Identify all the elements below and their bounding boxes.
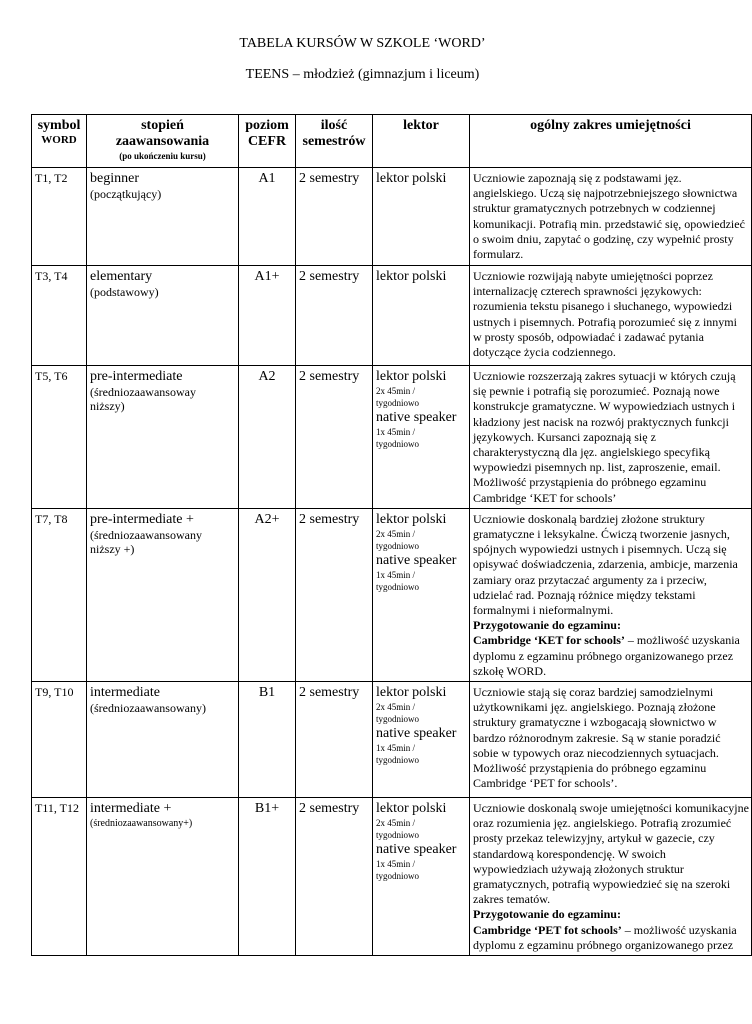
lector-native: native speaker: [376, 726, 457, 742]
row-cefr: B1+: [239, 798, 296, 956]
desc-line: w prosty sposób, odpowiadać i zadawać pytania: [473, 329, 704, 344]
desc-line: dyplomu z egzaminu próbnego organizowanego przez: [473, 937, 734, 952]
header-sem-label-2: semestrów: [302, 134, 366, 149]
row-symbol: T11, T12: [32, 798, 87, 956]
desc-line: Uczniowie stają się coraz bardziej samodzielnymi: [473, 685, 714, 700]
exam-label: Przygotowanie do egzaminu:: [473, 907, 621, 922]
desc-line: wypowiedzi pisemnych np. list, zaproszenie, email.: [473, 460, 721, 475]
desc-line: wypowiedziach używają złożonych struktur: [473, 861, 684, 876]
desc-line: dotyczące życia codziennego.: [473, 345, 616, 360]
desc-line: oraz rozumienia jęz. angielskiego. Potrafią zrozumieć: [473, 816, 732, 831]
desc-line: konstrukcje gramatyczne. W wypowiedziach ustnych i: [473, 399, 736, 414]
desc-line: językowych. Kursanci zapoznają się z: [473, 429, 656, 444]
lector-native: native speaker: [376, 552, 457, 568]
exam-rest: – możliwość uzyskania: [624, 633, 740, 648]
level-name-pl: (średniozaawansowany+): [90, 818, 193, 830]
lector-polish-freq: tygodniowo: [376, 398, 420, 408]
document-title: TABELA KURSÓW W SZKOLE ‘WORD’: [239, 36, 486, 51]
level-name: intermediate: [90, 685, 160, 701]
header-level-sub: (po ukończeniu kursu): [119, 151, 206, 161]
header-cefr-label-1: poziom: [245, 118, 289, 133]
header-sem-label-1: ilość: [320, 118, 348, 133]
desc-line: ustnych i pisemnych. Potrafią porozumieć się z innymi: [473, 314, 737, 329]
row-lector: [373, 798, 470, 956]
row-lector: [373, 508, 470, 681]
desc-line: się pewnie i potrafią się porozumieć. Poznają nowe: [473, 384, 720, 399]
table-row: [32, 508, 752, 681]
exam-line: [473, 923, 748, 938]
exam-line: [473, 633, 748, 648]
course-table-wrapper: [31, 114, 749, 952]
lector-polish-hours: 2x 45min /: [376, 818, 416, 829]
table-row: [32, 682, 752, 798]
desc-line: Cambridge ‘KET for schools’: [473, 490, 617, 505]
level-name: elementary: [90, 269, 153, 284]
desc-line: formalnymi i nieformalnymi.: [473, 603, 614, 618]
desc-line: struktur gramatycznych potrzebnych w codziennej: [473, 201, 716, 216]
exam-name: Cambridge ‘KET for schools’: [473, 633, 625, 648]
row-description: [470, 508, 752, 681]
lector-polish-hours: 2x 45min /: [376, 702, 416, 713]
desc-line: szkołę WORD.: [473, 663, 547, 678]
header-symbol-sub: WORD: [41, 134, 77, 146]
lector-native-freq: tygodniowo: [376, 581, 420, 592]
header-cefr-label-2: CEFR: [247, 134, 287, 149]
header-row: [32, 115, 752, 168]
desc-line: Cambridge ‘PET for schools’.: [473, 776, 618, 791]
exam-rest: – możliwość uzyskania: [621, 922, 737, 937]
desc-line: Możliwość przystąpienia do próbnego egzaminu: [473, 475, 707, 490]
level-name: pre-intermediate +: [90, 511, 194, 527]
lector-native-freq: tygodniowo: [376, 871, 420, 882]
lector-native: native speaker: [376, 410, 457, 425]
course-table: [31, 114, 752, 956]
desc-line: Uczniowie zapoznają się z podstawami jęz.: [473, 171, 682, 185]
level-name-pl: (średniozaawansoway: [90, 385, 196, 399]
level-name-pl: niższy +): [90, 541, 135, 556]
header-scope: [470, 115, 752, 168]
header-level-label-2: zaawansowania: [115, 134, 210, 149]
level-name-pl: (początkujący): [90, 187, 162, 201]
desc-line: Uczniowie rozwijają nabyte umiejętności poprzez: [473, 269, 713, 283]
desc-line: Uczniowie doskonalą bardziej złożone struktury: [473, 511, 705, 526]
header-cefr: [239, 115, 296, 168]
row-description: [470, 682, 752, 798]
lector-polish: lektor polski: [376, 801, 447, 817]
row-level: [87, 266, 239, 366]
desc-line: charakterystyczną dla jęz. angielskiego specyfiką: [473, 445, 710, 460]
row-cefr: A2+: [239, 508, 296, 681]
lector-polish-freq: tygodniowo: [376, 714, 420, 725]
header-lector-label: lektor: [403, 118, 439, 133]
desc-line: prosty przekaz telewizyjny, artykuł w gazecie, czy: [473, 831, 715, 846]
lector-polish: lektor polski: [376, 685, 447, 701]
row-semesters: 2 semestry: [296, 798, 373, 956]
header-semesters: [296, 115, 373, 168]
desc-line: angielskiego. Uczą się najpotrzebniejszego słownictwa: [473, 186, 738, 201]
row-semesters: 2 semestry: [296, 266, 373, 366]
desc-line: kładziony jest nacisk na rozwój praktycznych funkcji: [473, 414, 729, 429]
row-lector: [373, 366, 470, 509]
row-description: [470, 798, 752, 956]
lector-native: native speaker: [376, 842, 457, 858]
level-name-pl: (średniozaawansowany): [90, 701, 206, 716]
desc-line: rozumienia tekstu pisanego i słuchanego, wypowiedzi: [473, 299, 733, 314]
row-cefr: B1: [239, 682, 296, 798]
lector-native-hours: 1x 45min /: [376, 743, 416, 754]
desc-line: gramatyczne i leksykalne. Ćwiczą tworzenie jasnych,: [473, 527, 730, 542]
desc-line: użytkownikami jęz. angielskiego. Poznają złożone: [473, 700, 716, 715]
row-semesters: 2 semestry: [296, 366, 373, 509]
header-scope-label: ogólny zakres umiejętności: [530, 118, 691, 133]
desc-line: opisywać doświadczenia, zdarzenia, ambicje, marzenia: [473, 557, 738, 572]
lector-polish: lektor polski: [376, 171, 447, 186]
row-level: [87, 682, 239, 798]
table-row: [32, 366, 752, 509]
header-lector: [373, 115, 470, 168]
desc-line: o swoim dniu, zapytać o godzinę, czy wypełnić prosty: [473, 231, 734, 246]
desc-line: struktury gramatyczne i wzbogacają słownictwo w: [473, 715, 717, 730]
row-lector: [373, 168, 470, 266]
row-symbol: T1, T2: [32, 168, 87, 266]
lector-polish-hours: 2x 45min /: [376, 528, 416, 539]
lector-native-freq: tygodniowo: [376, 755, 420, 766]
level-name: pre-intermediate: [90, 369, 183, 384]
lector-polish: lektor polski: [376, 369, 447, 384]
row-description: [470, 266, 752, 366]
row-lector: [373, 266, 470, 366]
exam-label: Przygotowanie do egzaminu:: [473, 618, 621, 633]
desc-line: zakres tematów.: [473, 892, 551, 907]
row-symbol: T9, T10: [32, 682, 87, 798]
desc-line: komunikacji. Potrafią min. przedstawić się, opowiedzieć: [473, 216, 745, 231]
desc-line: standardową korespondencję. W swoich: [473, 846, 666, 861]
level-name-pl: niższy): [90, 399, 125, 413]
row-level: [87, 508, 239, 681]
row-lector: [373, 682, 470, 798]
lector-native-hours: 1x 45min /: [376, 859, 416, 870]
row-level: [87, 798, 239, 956]
desc-line: Uczniowie doskonalą swoje umiejętności komunikacyjne: [473, 801, 749, 816]
desc-line: formularz.: [473, 247, 524, 262]
lector-polish-freq: tygodniowo: [376, 540, 420, 551]
desc-line: spójnych wypowiedzi ustnych i pisemnych. Uczą się: [473, 542, 727, 557]
row-cefr: A1: [239, 168, 296, 266]
desc-line: bardzo różnorodnym zakresie. Są w stanie poradzić: [473, 730, 721, 745]
row-description: [470, 366, 752, 509]
desc-line: gramatycznych, potrafią wypowiedzieć się na szeroki: [473, 877, 731, 892]
row-cefr: A2: [239, 366, 296, 509]
lector-polish: lektor polski: [376, 269, 447, 284]
document-subtitle: TEENS – młodzież (gimnazjum i liceum): [245, 67, 480, 82]
desc-line: sobie w typowych oraz niecodziennych sytuacjach.: [473, 745, 719, 760]
row-semesters: 2 semestry: [296, 682, 373, 798]
lector-polish-freq: tygodniowo: [376, 830, 420, 841]
lector-polish: lektor polski: [376, 511, 447, 527]
row-symbol: T5, T6: [32, 366, 87, 509]
level-name: beginner: [90, 171, 139, 186]
lector-native-freq: tygodniowo: [376, 439, 420, 449]
lector-native-hours: 1x 45min /: [376, 427, 416, 437]
level-name-pl: (podstawowy): [90, 285, 159, 299]
desc-line: udzielać rad. Poznają różnice między tekstami: [473, 587, 696, 602]
desc-line: Możliwość przystąpienia do próbnego egzaminu: [473, 761, 707, 776]
row-level: [87, 366, 239, 509]
row-description: [470, 168, 752, 266]
desc-line: Uczniowie rozszerzają zakres sytuacji w których czują: [473, 369, 736, 383]
lector-polish-hours: 2x 45min /: [376, 386, 416, 396]
header-symbol-label: symbol: [37, 118, 81, 133]
row-symbol: T3, T4: [32, 266, 87, 366]
row-semesters: 2 semestry: [296, 508, 373, 681]
header-symbol: [32, 115, 87, 168]
desc-line: dyplomu z egzaminu próbnego organizowanego przez: [473, 648, 734, 663]
level-name-pl: (średniozaawansowany: [90, 527, 202, 542]
lector-native-hours: 1x 45min /: [376, 569, 416, 580]
level-name: intermediate +: [90, 801, 172, 817]
row-semesters: 2 semestry: [296, 168, 373, 266]
row-cefr: A1+: [239, 266, 296, 366]
desc-line: zamiary oraz przytaczać argumenty za i przeciw,: [473, 572, 707, 587]
row-symbol: T7, T8: [32, 508, 87, 681]
table-row: [32, 798, 752, 956]
desc-line: internalizację czterech sprawności językowych:: [473, 284, 702, 299]
header-level: [87, 115, 239, 168]
exam-name: Cambridge ‘PET fot schools’: [473, 922, 622, 937]
row-level: [87, 168, 239, 266]
header-level-label-1: stopień: [141, 118, 184, 133]
table-row: [32, 266, 752, 366]
table-row: [32, 168, 752, 266]
